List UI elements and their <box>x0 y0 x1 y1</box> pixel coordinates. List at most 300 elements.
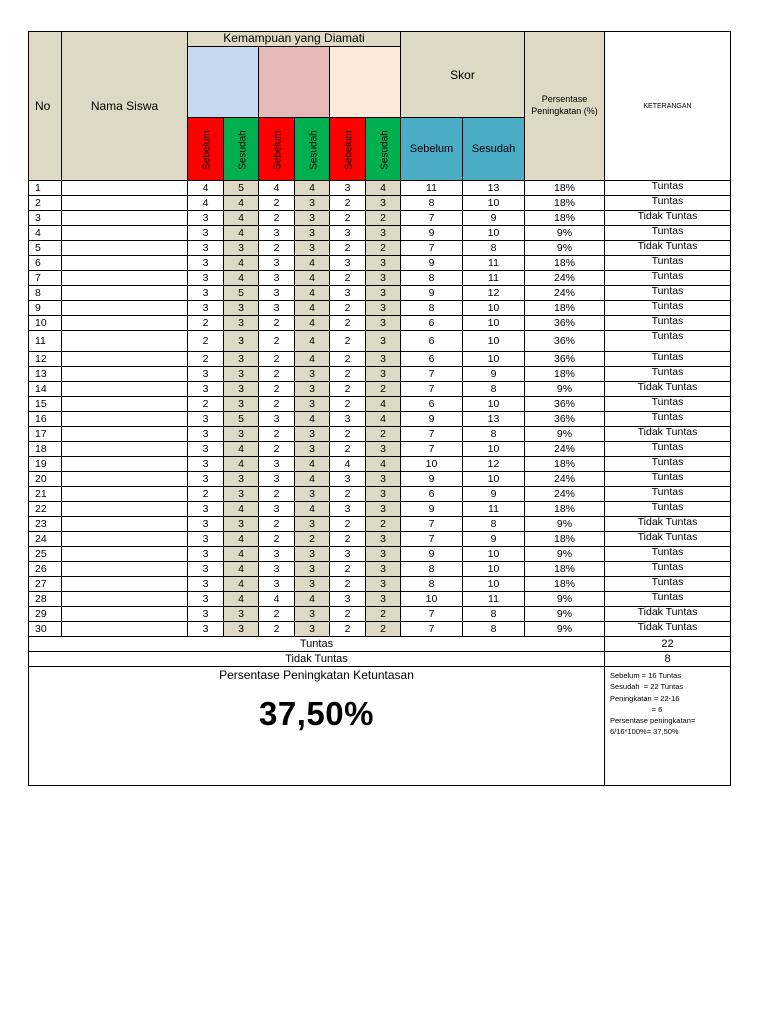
persentase-peningkatan: 9% <box>525 427 605 442</box>
row-no: 3 <box>29 211 62 226</box>
persentase-peningkatan: 36% <box>525 412 605 427</box>
skor-sebelum: 7 <box>401 622 463 637</box>
row-nama-siswa <box>62 181 188 196</box>
score-ability3-sesudah: 2 <box>366 211 401 226</box>
table-row <box>29 532 731 547</box>
persentase-peningkatan: 18% <box>525 457 605 472</box>
persentase-peningkatan: 18% <box>525 502 605 517</box>
skor-sebelum: 9 <box>401 547 463 562</box>
score-ability2-sesudah: 3 <box>295 211 330 226</box>
keterangan: Tuntas <box>605 577 731 592</box>
score-ability1-sebelum: 3 <box>188 502 224 517</box>
keterangan: Tuntas <box>605 316 731 331</box>
score-ability2-sebelum: 4 <box>259 592 295 607</box>
score-ability1-sesudah: 3 <box>224 316 259 331</box>
keterangan: Tidak Tuntas <box>605 607 731 622</box>
skor-sebelum: 10 <box>401 592 463 607</box>
persentase-peningkatan: 18% <box>525 211 605 226</box>
row-no: 12 <box>29 352 62 367</box>
score-ability2-sesudah: 3 <box>295 226 330 241</box>
persentase-peningkatan: 18% <box>525 367 605 382</box>
score-ability1-sesudah: 4 <box>224 226 259 241</box>
skor-sesudah: 10 <box>463 577 525 592</box>
skor-sebelum: 10 <box>401 457 463 472</box>
score-ability3-sesudah: 3 <box>366 442 401 457</box>
skor-sesudah: 8 <box>463 517 525 532</box>
persentase-peningkatan: 18% <box>525 181 605 196</box>
row-nama-siswa <box>62 457 188 472</box>
skor-sesudah: 8 <box>463 607 525 622</box>
score-ability2-sesudah: 4 <box>295 286 330 301</box>
persentase-peningkatan: 36% <box>525 352 605 367</box>
score-ability2-sebelum: 4 <box>259 181 295 196</box>
score-ability3-sesudah: 3 <box>366 301 401 316</box>
score-ability2-sebelum: 2 <box>259 532 295 547</box>
header-no: No <box>29 32 62 181</box>
skor-sesudah: 10 <box>463 301 525 316</box>
score-ability3-sesudah: 3 <box>366 196 401 211</box>
persentase-ketuntasan-label: Persentase Peningkatan Ketuntasan <box>219 668 414 682</box>
row-nama-siswa <box>62 331 188 352</box>
score-ability3-sebelum: 2 <box>330 487 366 502</box>
skor-sesudah: 9 <box>463 367 525 382</box>
score-ability3-sebelum: 2 <box>330 427 366 442</box>
table-row <box>29 607 731 622</box>
score-ability2-sebelum: 2 <box>259 517 295 532</box>
score-ability1-sesudah: 4 <box>224 457 259 472</box>
score-ability2-sesudah: 3 <box>295 562 330 577</box>
keterangan: Tuntas <box>605 301 731 316</box>
row-nama-siswa <box>62 286 188 301</box>
row-no: 5 <box>29 241 62 256</box>
score-ability3-sesudah: 2 <box>366 382 401 397</box>
persentase-peningkatan: 18% <box>525 532 605 547</box>
keterangan: Tuntas <box>605 271 731 286</box>
score-ability1-sebelum: 3 <box>188 562 224 577</box>
persentase-peningkatan: 9% <box>525 592 605 607</box>
skor-sebelum: 9 <box>401 226 463 241</box>
score-ability3-sebelum: 2 <box>330 367 366 382</box>
score-ability3-sebelum: 3 <box>330 256 366 271</box>
score-ability3-sebelum: 3 <box>330 472 366 487</box>
row-no: 30 <box>29 622 62 637</box>
persentase-peningkatan: 18% <box>525 256 605 271</box>
row-no: 14 <box>29 382 62 397</box>
calculation-notes: Sebelum = 16 Tuntas Sesudah = 22 Tuntas Peningkatan = 22-16 = 6 Persentase peningkatan= 6/16*100%= 37,50% <box>610 671 696 737</box>
persentase-peningkatan: 24% <box>525 487 605 502</box>
row-no: 25 <box>29 547 62 562</box>
score-ability2-sesudah: 4 <box>295 316 330 331</box>
summary-tuntas-value: 22 <box>605 637 731 652</box>
skor-sesudah: 10 <box>463 397 525 412</box>
skor-sebelum: 6 <box>401 316 463 331</box>
row-nama-siswa <box>62 271 188 286</box>
score-ability2-sebelum: 2 <box>259 427 295 442</box>
row-nama-siswa <box>62 577 188 592</box>
row-nama-siswa <box>62 622 188 637</box>
assessment-sheet <box>28 31 730 794</box>
row-no: 22 <box>29 502 62 517</box>
summary-tuntas-label: Tuntas <box>29 637 605 652</box>
score-ability2-sesudah: 3 <box>295 577 330 592</box>
score-ability2-sebelum: 3 <box>259 547 295 562</box>
table-row <box>29 502 731 517</box>
score-ability1-sebelum: 4 <box>188 181 224 196</box>
table-row <box>29 226 731 241</box>
score-ability2-sesudah: 3 <box>295 397 330 412</box>
skor-sebelum: 8 <box>401 271 463 286</box>
score-ability3-sebelum: 2 <box>330 562 366 577</box>
score-ability2-sebelum: 2 <box>259 211 295 226</box>
skor-sebelum: 6 <box>401 331 463 352</box>
score-ability3-sebelum: 2 <box>330 397 366 412</box>
assessment-table <box>28 31 731 786</box>
score-ability2-sesudah: 2 <box>295 532 330 547</box>
score-ability3-sesudah: 4 <box>366 412 401 427</box>
score-ability2-sesudah: 3 <box>295 367 330 382</box>
score-ability2-sesudah: 3 <box>295 517 330 532</box>
table-row <box>29 592 731 607</box>
score-ability2-sesudah: 4 <box>295 256 330 271</box>
row-nama-siswa <box>62 367 188 382</box>
skor-sebelum: 6 <box>401 397 463 412</box>
keterangan: Tuntas <box>605 286 731 301</box>
skor-sebelum: 8 <box>401 196 463 211</box>
skor-sesudah: 10 <box>463 442 525 457</box>
keterangan: Tidak Tuntas <box>605 211 731 226</box>
keterangan: Tuntas <box>605 562 731 577</box>
score-ability3-sesudah: 2 <box>366 622 401 637</box>
score-ability3-sebelum: 2 <box>330 442 366 457</box>
skor-sesudah: 8 <box>463 622 525 637</box>
score-ability2-sesudah: 3 <box>295 607 330 622</box>
score-ability3-sesudah: 2 <box>366 517 401 532</box>
score-ability1-sebelum: 3 <box>188 211 224 226</box>
table-row <box>29 622 731 637</box>
score-ability2-sesudah: 3 <box>295 196 330 211</box>
score-ability1-sebelum: 3 <box>188 367 224 382</box>
row-no: 11 <box>29 331 62 352</box>
table-row <box>29 442 731 457</box>
score-ability1-sebelum: 3 <box>188 286 224 301</box>
score-ability1-sesudah: 4 <box>224 256 259 271</box>
table-row <box>29 196 731 211</box>
skor-sesudah: 11 <box>463 271 525 286</box>
skor-sebelum: 7 <box>401 211 463 226</box>
score-ability1-sesudah: 4 <box>224 502 259 517</box>
score-ability2-sebelum: 3 <box>259 271 295 286</box>
score-ability3-sebelum: 2 <box>330 196 366 211</box>
score-ability3-sesudah: 3 <box>366 331 401 352</box>
row-no: 21 <box>29 487 62 502</box>
skor-sesudah: 10 <box>463 316 525 331</box>
score-ability1-sebelum: 3 <box>188 427 224 442</box>
skor-sesudah: 13 <box>463 181 525 196</box>
table-row <box>29 241 731 256</box>
skor-sesudah: 11 <box>463 592 525 607</box>
keterangan: Tuntas <box>605 502 731 517</box>
score-ability3-sebelum: 3 <box>330 502 366 517</box>
skor-sebelum: 8 <box>401 301 463 316</box>
score-ability3-sesudah: 3 <box>366 547 401 562</box>
skor-sesudah: 10 <box>463 547 525 562</box>
score-ability1-sebelum: 3 <box>188 622 224 637</box>
skor-sebelum: 9 <box>401 256 463 271</box>
keterangan: Tidak Tuntas <box>605 427 731 442</box>
keterangan: Tuntas <box>605 457 731 472</box>
score-ability3-sesudah: 3 <box>366 271 401 286</box>
row-nama-siswa <box>62 607 188 622</box>
persentase-peningkatan: 9% <box>525 622 605 637</box>
score-ability1-sesudah: 3 <box>224 622 259 637</box>
table-row <box>29 331 731 352</box>
skor-sebelum: 7 <box>401 427 463 442</box>
score-ability1-sebelum: 3 <box>188 241 224 256</box>
row-no: 16 <box>29 412 62 427</box>
table-row <box>29 397 731 412</box>
score-ability1-sesudah: 3 <box>224 382 259 397</box>
row-no: 9 <box>29 301 62 316</box>
skor-sebelum: 9 <box>401 502 463 517</box>
score-ability2-sebelum: 3 <box>259 412 295 427</box>
score-ability2-sebelum: 3 <box>259 301 295 316</box>
score-ability1-sebelum: 3 <box>188 592 224 607</box>
score-ability3-sesudah: 4 <box>366 457 401 472</box>
row-nama-siswa <box>62 472 188 487</box>
keterangan: Tuntas <box>605 352 731 367</box>
skor-sebelum: 7 <box>401 442 463 457</box>
skor-sesudah: 8 <box>463 382 525 397</box>
score-ability2-sebelum: 3 <box>259 472 295 487</box>
score-ability1-sebelum: 4 <box>188 196 224 211</box>
row-no: 10 <box>29 316 62 331</box>
sub-header-sesudah-1: Sesudah <box>224 118 259 181</box>
row-nama-siswa <box>62 316 188 331</box>
row-nama-siswa <box>62 517 188 532</box>
score-ability1-sebelum: 2 <box>188 487 224 502</box>
keterangan: Tuntas <box>605 547 731 562</box>
row-no: 20 <box>29 472 62 487</box>
table-row <box>29 271 731 286</box>
skor-sesudah: 10 <box>463 562 525 577</box>
persentase-peningkatan: 9% <box>525 517 605 532</box>
score-ability3-sebelum: 3 <box>330 412 366 427</box>
table-row <box>29 352 731 367</box>
skor-sesudah: 9 <box>463 211 525 226</box>
keterangan: Tidak Tuntas <box>605 241 731 256</box>
score-ability1-sesudah: 4 <box>224 196 259 211</box>
score-ability1-sebelum: 3 <box>188 271 224 286</box>
score-ability1-sesudah: 4 <box>224 442 259 457</box>
score-ability1-sesudah: 4 <box>224 532 259 547</box>
table-row <box>29 286 731 301</box>
table-row <box>29 316 731 331</box>
persentase-peningkatan: 9% <box>525 241 605 256</box>
skor-sesudah: 12 <box>463 457 525 472</box>
row-no: 8 <box>29 286 62 301</box>
score-ability2-sesudah: 4 <box>295 472 330 487</box>
table-row <box>29 472 731 487</box>
score-ability1-sesudah: 3 <box>224 331 259 352</box>
row-nama-siswa <box>62 502 188 517</box>
header-kemampuan: Kemampuan yang Diamati <box>188 32 401 47</box>
score-ability1-sebelum: 3 <box>188 547 224 562</box>
keterangan: Tidak Tuntas <box>605 622 731 637</box>
persentase-peningkatan: 24% <box>525 442 605 457</box>
score-ability1-sesudah: 4 <box>224 271 259 286</box>
keterangan: Tidak Tuntas <box>605 517 731 532</box>
score-ability3-sesudah: 4 <box>366 397 401 412</box>
skor-sebelum-header: Sebelum <box>401 118 463 181</box>
keterangan: Tuntas <box>605 472 731 487</box>
score-ability1-sebelum: 3 <box>188 472 224 487</box>
score-ability2-sebelum: 2 <box>259 352 295 367</box>
row-nama-siswa <box>62 301 188 316</box>
row-no: 13 <box>29 367 62 382</box>
row-no: 28 <box>29 592 62 607</box>
score-ability1-sesudah: 4 <box>224 592 259 607</box>
ability-swatch-pink <box>259 47 330 118</box>
row-no: 7 <box>29 271 62 286</box>
row-no: 6 <box>29 256 62 271</box>
score-ability2-sesudah: 3 <box>295 427 330 442</box>
score-ability2-sesudah: 4 <box>295 412 330 427</box>
score-ability3-sesudah: 3 <box>366 316 401 331</box>
score-ability3-sebelum: 3 <box>330 592 366 607</box>
sub-header-sebelum-2: Sebelum <box>259 118 295 181</box>
skor-sebelum: 7 <box>401 367 463 382</box>
table-row <box>29 412 731 427</box>
skor-sebelum: 7 <box>401 532 463 547</box>
score-ability1-sesudah: 5 <box>224 286 259 301</box>
score-ability1-sebelum: 3 <box>188 517 224 532</box>
score-ability1-sebelum: 3 <box>188 607 224 622</box>
keterangan: Tuntas <box>605 331 731 352</box>
score-ability1-sebelum: 2 <box>188 316 224 331</box>
row-no: 1 <box>29 181 62 196</box>
row-no: 27 <box>29 577 62 592</box>
score-ability3-sesudah: 3 <box>366 226 401 241</box>
score-ability1-sebelum: 3 <box>188 577 224 592</box>
skor-sebelum: 9 <box>401 286 463 301</box>
score-ability2-sesudah: 3 <box>295 241 330 256</box>
score-ability2-sebelum: 3 <box>259 256 295 271</box>
skor-sesudah: 10 <box>463 472 525 487</box>
row-no: 17 <box>29 427 62 442</box>
score-ability2-sesudah: 4 <box>295 331 330 352</box>
score-ability2-sebelum: 2 <box>259 331 295 352</box>
keterangan: Tuntas <box>605 487 731 502</box>
score-ability1-sebelum: 3 <box>188 442 224 457</box>
keterangan: Tuntas <box>605 181 731 196</box>
table-row <box>29 301 731 316</box>
score-ability2-sesudah: 4 <box>295 457 330 472</box>
score-ability3-sesudah: 3 <box>366 286 401 301</box>
skor-sebelum: 11 <box>401 181 463 196</box>
score-ability3-sebelum: 2 <box>330 577 366 592</box>
row-no: 24 <box>29 532 62 547</box>
score-ability2-sebelum: 2 <box>259 196 295 211</box>
summary-tidak-tuntas-label: Tidak Tuntas <box>29 652 605 667</box>
skor-sebelum: 7 <box>401 382 463 397</box>
score-ability1-sesudah: 3 <box>224 367 259 382</box>
score-ability1-sesudah: 3 <box>224 241 259 256</box>
score-ability3-sebelum: 2 <box>330 607 366 622</box>
table-row <box>29 382 731 397</box>
score-ability2-sebelum: 2 <box>259 382 295 397</box>
row-no: 29 <box>29 607 62 622</box>
persentase-peningkatan: 18% <box>525 562 605 577</box>
keterangan: Tidak Tuntas <box>605 532 731 547</box>
skor-sesudah: 11 <box>463 256 525 271</box>
score-ability2-sebelum: 3 <box>259 457 295 472</box>
keterangan: Tuntas <box>605 412 731 427</box>
score-ability1-sebelum: 2 <box>188 352 224 367</box>
score-ability2-sesudah: 4 <box>295 352 330 367</box>
score-ability1-sebelum: 2 <box>188 331 224 352</box>
summary-persentase-row <box>29 667 731 786</box>
score-ability3-sesudah: 2 <box>366 427 401 442</box>
persentase-peningkatan: 9% <box>525 382 605 397</box>
score-ability1-sesudah: 3 <box>224 352 259 367</box>
skor-sesudah: 13 <box>463 412 525 427</box>
row-nama-siswa <box>62 412 188 427</box>
score-ability1-sesudah: 5 <box>224 412 259 427</box>
table-row <box>29 256 731 271</box>
ability-swatch-peach <box>330 47 401 118</box>
score-ability1-sesudah: 3 <box>224 427 259 442</box>
score-ability2-sesudah: 4 <box>295 592 330 607</box>
score-ability3-sesudah: 4 <box>366 181 401 196</box>
score-ability1-sebelum: 2 <box>188 397 224 412</box>
score-ability3-sesudah: 2 <box>366 607 401 622</box>
score-ability3-sesudah: 3 <box>366 352 401 367</box>
score-ability2-sebelum: 3 <box>259 577 295 592</box>
row-nama-siswa <box>62 547 188 562</box>
summary-tidak-tuntas-row <box>29 652 731 667</box>
row-no: 23 <box>29 517 62 532</box>
table-row <box>29 181 731 196</box>
table-row <box>29 367 731 382</box>
score-ability3-sesudah: 3 <box>366 532 401 547</box>
row-nama-siswa <box>62 397 188 412</box>
score-ability1-sebelum: 3 <box>188 382 224 397</box>
score-ability1-sebelum: 3 <box>188 301 224 316</box>
score-ability1-sesudah: 4 <box>224 577 259 592</box>
score-ability3-sebelum: 2 <box>330 241 366 256</box>
persentase-peningkatan: 9% <box>525 547 605 562</box>
score-ability3-sebelum: 2 <box>330 382 366 397</box>
table-row <box>29 562 731 577</box>
score-ability3-sesudah: 3 <box>366 487 401 502</box>
row-no: 15 <box>29 397 62 412</box>
score-ability3-sesudah: 3 <box>366 592 401 607</box>
header-skor: Skor <box>401 32 525 118</box>
skor-sesudah: 9 <box>463 532 525 547</box>
score-ability3-sebelum: 2 <box>330 316 366 331</box>
row-nama-siswa <box>62 256 188 271</box>
score-ability3-sebelum: 2 <box>330 331 366 352</box>
skor-sesudah: 10 <box>463 331 525 352</box>
header-persentase: Persentase Peningkatan (%) <box>525 32 605 181</box>
score-ability3-sebelum: 4 <box>330 457 366 472</box>
ability-swatch-blue <box>188 47 259 118</box>
row-nama-siswa <box>62 352 188 367</box>
score-ability3-sesudah: 3 <box>366 256 401 271</box>
score-ability2-sebelum: 2 <box>259 397 295 412</box>
score-ability1-sesudah: 3 <box>224 487 259 502</box>
persentase-peningkatan: 24% <box>525 271 605 286</box>
